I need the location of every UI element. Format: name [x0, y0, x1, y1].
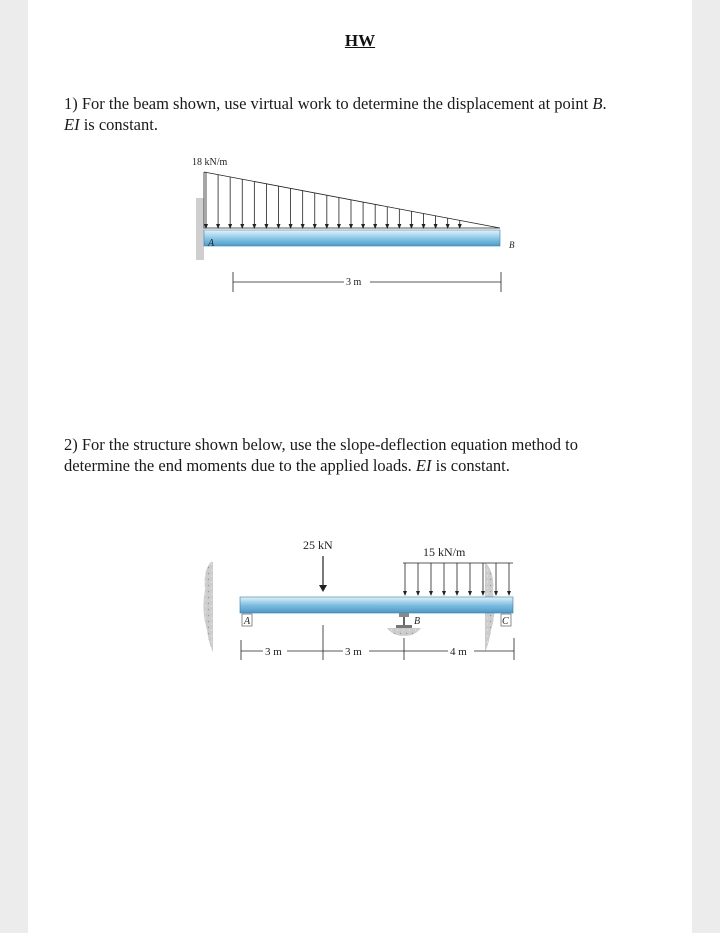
- beam: [204, 230, 500, 246]
- document-page: [28, 0, 692, 933]
- load-arrow-head: [455, 591, 459, 596]
- load-slope-line: [204, 172, 500, 228]
- fixed-wall-left: [203, 562, 213, 652]
- q1-line1-suffix: .: [602, 94, 607, 113]
- point-load-arrowhead: [319, 585, 327, 592]
- load-arrow-head: [468, 591, 472, 596]
- point-b-label: B: [509, 240, 515, 250]
- support-b-post: [403, 617, 405, 625]
- q2-line1: 2) For the structure shown below, use the slope-deflection equation method to: [64, 435, 578, 454]
- point-c-label: C: [502, 616, 509, 627]
- question-1-text: [64, 93, 684, 135]
- fixed-support-wall: [196, 198, 204, 260]
- question-2-text: [64, 434, 684, 476]
- point-a-label: A: [244, 616, 251, 627]
- load-arrow-head: [403, 591, 407, 596]
- q1-line1-prefix: 1) For the beam shown, use virtual work to determine the displacement at point: [64, 94, 593, 113]
- load-arrow-head: [507, 591, 511, 596]
- figure-1-cantilever-beam: [168, 150, 515, 300]
- q1-point-b: B: [592, 94, 603, 113]
- page-title: HW: [344, 31, 376, 50]
- point-b-label: B: [414, 616, 421, 627]
- beam: [240, 597, 513, 613]
- support-b-base: [396, 625, 412, 628]
- span-3-label: 4 m: [450, 646, 467, 658]
- load-arrow-head: [481, 591, 485, 596]
- distributed-load-label: 15 kN/m: [423, 545, 466, 559]
- span-1-label: 3 m: [265, 646, 282, 658]
- load-arrow-head: [429, 591, 433, 596]
- point-load-label: 25 kN: [303, 538, 333, 552]
- load-intensity-label: 18 kN/m: [192, 157, 228, 168]
- distributed-load-arrows: [403, 563, 511, 596]
- q1-line2-rest: is constant.: [79, 115, 158, 134]
- load-arrow-head: [416, 591, 420, 596]
- load-arrow-head: [442, 591, 446, 596]
- span-label: 3 m: [346, 277, 362, 288]
- distributed-load-arrows: [204, 172, 462, 229]
- q2-ei: EI: [415, 456, 432, 475]
- figure-2-continuous-beam: [183, 530, 523, 670]
- load-arrow-head: [494, 591, 498, 596]
- q2-line2-rest: is constant.: [431, 456, 510, 475]
- span-2-label: 3 m: [345, 646, 362, 658]
- q1-ei: EI: [64, 115, 80, 134]
- support-b-ground: [387, 628, 421, 636]
- q2-line2-prefix: determine the end moments due to the applied loads.: [64, 456, 416, 475]
- support-b-pin: [399, 613, 409, 617]
- point-a-label: A: [208, 238, 215, 249]
